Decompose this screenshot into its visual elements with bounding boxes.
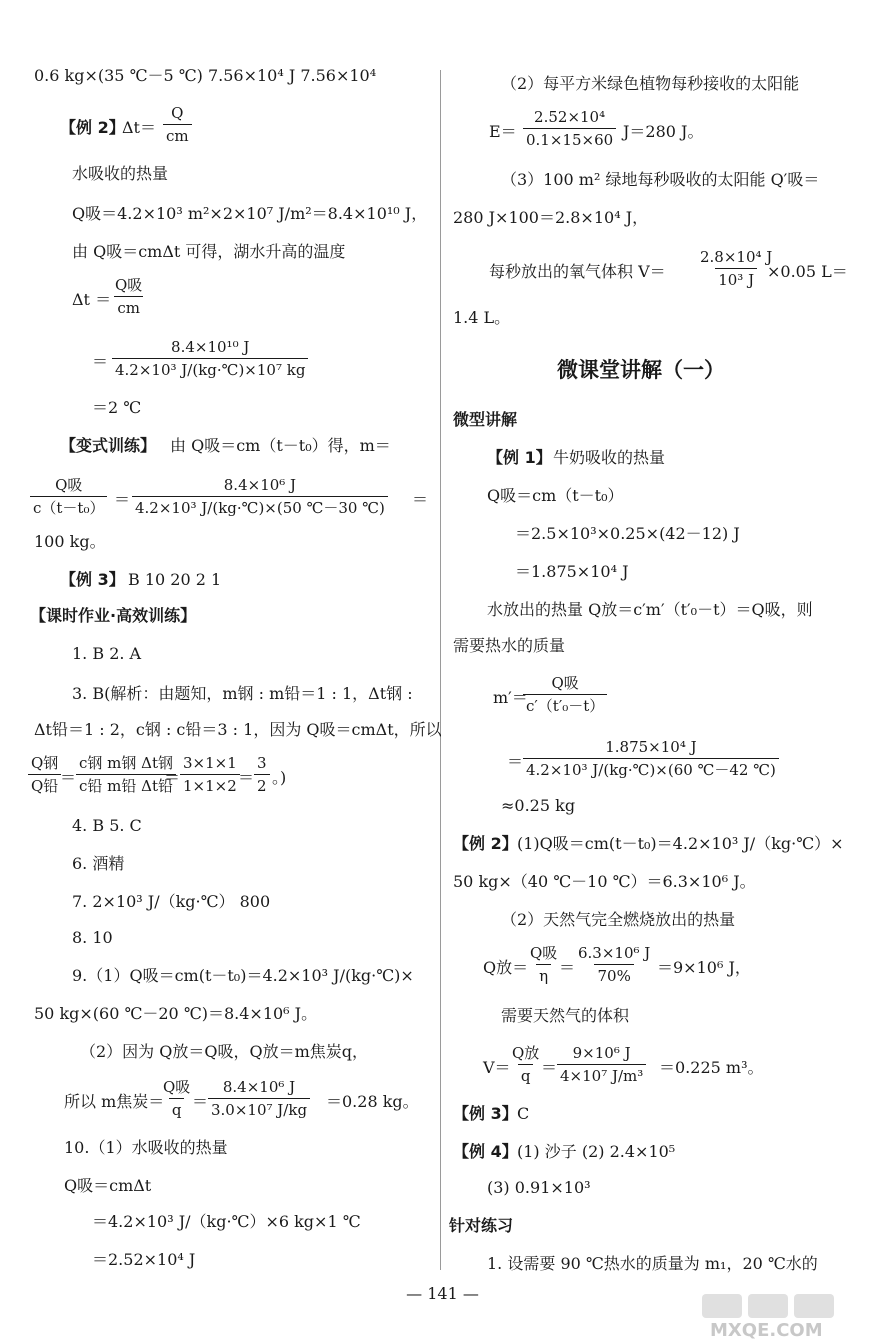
answer-line: ＝2.52×10⁴ J: [92, 1250, 196, 1269]
answer-line: 1. B 2. A: [72, 644, 142, 663]
formula-lhs: 所以 m焦炭＝: [64, 1092, 165, 1111]
text-line: （3）100 m² 绿地每秒吸收的太阳能 Q′吸＝: [501, 170, 820, 189]
text-line: ＝9×10⁶ J，: [657, 958, 751, 977]
equals: ＝: [192, 1092, 209, 1111]
equals: ＝: [238, 768, 255, 787]
fraction: $\frac{3}{2}$: [254, 754, 270, 795]
formula-lhs: ＝: [507, 752, 524, 771]
fraction: Q吸 q: [163, 1078, 191, 1119]
fraction: c钢 m钢 Δt钢 c铅 m铅 Δt铅: [76, 754, 176, 795]
text-line: ≈0.25 kg: [501, 796, 576, 815]
text-line: (1)Q吸＝cm(t－t₀)＝4.2×10³ J/（kg·℃）×: [517, 834, 844, 853]
subsection-heading: 针对练习: [449, 1216, 514, 1235]
fraction: $\frac{\text{1.875×10⁴ J}}{\text{4.2×10³ J/(kg·℃)×(60 ℃－42 ℃)}}$: [523, 738, 779, 779]
text-line: 由 Q吸＝cm（t－t₀）得，m＝: [170, 436, 391, 455]
text-line: (3) 0.91×10³: [487, 1178, 591, 1197]
fraction: $\frac{\text{8.4×10¹⁰ J}}{\text{4.2×10³ J/(kg·℃)×10⁷ kg}}$: [112, 338, 308, 379]
answer-line: ＝4.2×10³ J/（kg·℃）×6 kg×1 ℃: [92, 1212, 361, 1231]
text-line: J＝280 J。: [623, 122, 704, 141]
formula-lhs: Δt＝: [122, 118, 156, 137]
text-line: 1.4 L。: [453, 308, 511, 327]
text-line: 0.6 kg×(35 ℃－5 ℃) 7.56×10⁴ J 7.56×10⁴: [34, 66, 377, 85]
answer-line: 9.（1）Q吸＝cm(t－t₀)＝4.2×10³ J/(kg·℃)×: [72, 966, 414, 985]
text-line: B 10 20 2 1: [128, 570, 222, 589]
watermark-logo: [700, 1290, 880, 1340]
equals: ＝: [541, 1058, 558, 1077]
example-tag: 【例 2】: [60, 118, 125, 137]
text-line: （2）天然气完全燃烧放出的热量: [501, 910, 736, 929]
formula-lhs: m′＝: [493, 688, 528, 707]
section-heading: 【课时作业·高效训练】: [30, 606, 197, 625]
fraction: $\frac{Q}{cm}$: [163, 104, 192, 145]
answer-line: （2）因为 Q放＝Q吸，Q放＝m焦炭q，: [80, 1042, 369, 1061]
text-line: （2）每平方米绿色植物每秒接收的太阳能: [501, 74, 800, 93]
text-line: Q吸＝4.2×10³ m²×2×10⁷ J/m²＝8.4×10¹⁰ J，: [72, 204, 428, 223]
equals: ＝: [412, 490, 429, 509]
example-tag: 【例 3】: [60, 570, 125, 589]
fraction: $\frac{\text{6.3×10⁶ J}}{70\%}$: [578, 944, 651, 985]
fraction: $\frac{\text{8.4×10⁶ J}}{\text{4.2×10³ J/(kg·℃)×(50 ℃－30 ℃)}}$: [132, 476, 388, 517]
text-line: ＝0.225 m³。: [659, 1058, 764, 1077]
fraction: $\frac{\text{2.52×10⁴}}{0.1\times 15\times 60}$: [523, 108, 616, 149]
fraction: Q吸 c（t－t₀）: [30, 476, 107, 517]
text-line: 需要热水的质量: [453, 636, 566, 655]
fraction: $\frac{\text{2.8×10⁴ J}}{\text{10³ J}}$: [700, 248, 773, 289]
watermark-icon: [700, 1290, 880, 1340]
answer-line: 50 kg×(60 ℃－20 ℃)＝8.4×10⁶ J。: [34, 1004, 318, 1023]
answer-line: 6. 酒精: [72, 854, 125, 873]
text-line: 100 kg。: [34, 532, 106, 551]
equals: ＝: [60, 768, 77, 787]
example-tag: 【例 4】: [453, 1142, 518, 1161]
svg-text:MXQE.COM: MXQE.COM: [710, 1320, 823, 1340]
text-line: 水吸收的热量: [72, 164, 169, 183]
fraction: Q吸 η: [530, 944, 558, 985]
equals: ＝: [114, 490, 131, 509]
formula-lhs: Δt ＝: [72, 290, 112, 309]
example-tag: 【例 2】: [453, 834, 518, 853]
example-tag: 【变式训练】: [60, 436, 157, 455]
fraction: Q钢 Q铅: [28, 754, 61, 795]
text-line: 50 kg×（40 ℃－10 ℃）＝6.3×10⁶ J。: [453, 872, 756, 891]
equals: ＝: [164, 768, 181, 787]
formula-lhs: 每秒放出的氧气体积 V＝: [489, 262, 666, 281]
text-line: 1. 设需要 90 ℃热水的质量为 m₁，20 ℃水的: [487, 1254, 818, 1273]
fraction: Q吸 cm: [115, 276, 143, 317]
answer-line: Δt铅＝1 : 2，c钢 : c铅＝3 : 1，因为 Q吸＝cmΔt，所以: [34, 720, 442, 739]
text-line: (1) 沙子 (2) 2.4×10⁵: [517, 1142, 676, 1161]
subsection-heading: 微型讲解: [453, 410, 518, 429]
text-line: ＝1.875×10⁴ J: [515, 562, 629, 581]
section-title: 微课堂讲解（一）: [557, 358, 725, 382]
answer-line: 10.（1）水吸收的热量: [64, 1138, 228, 1157]
column-divider: [440, 70, 441, 1270]
text-line: 需要天然气的体积: [501, 1006, 630, 1025]
fraction: $\frac{\text{9×10⁶ J}}{\text{4×10⁷ J/m³}}$: [557, 1044, 646, 1085]
fraction: Q吸 c′（t′₀－t）: [523, 674, 607, 715]
text-line: 牛奶吸收的热量: [553, 448, 666, 467]
formula-lhs: V＝: [483, 1058, 511, 1077]
text-line: ＝2 ℃: [92, 398, 142, 417]
text-line: ×0.05 L＝: [767, 262, 848, 281]
text-line: Q吸＝cm（t－t₀）: [487, 486, 624, 505]
equals: ＝: [559, 958, 576, 977]
page-number: — 141 —: [406, 1284, 479, 1303]
text-line: ＝0.28 kg。: [326, 1092, 419, 1111]
text-line: 水放出的热量 Q放＝c′m′（t′₀－t）＝Q吸，则: [487, 600, 813, 619]
answer-line: 8. 10: [72, 928, 113, 947]
text-line: C: [517, 1104, 530, 1123]
answer-line: 7. 2×10³ J/（kg·℃） 800: [72, 892, 271, 911]
text-line: 由 Q吸＝cmΔt 可得，湖水升高的温度: [72, 242, 346, 261]
text-line: 280 J×100＝2.8×10⁴ J，: [453, 208, 649, 227]
text-line: 。): [272, 768, 287, 787]
answer-line: 4. B 5. C: [72, 816, 142, 835]
answer-line: Q吸＝cmΔt: [64, 1176, 152, 1195]
formula-lhs: Q放＝: [483, 958, 529, 977]
fraction: $\frac{\text{8.4×10⁶ J}}{\text{3.0×10⁷ J/kg}}$: [208, 1078, 310, 1119]
text-line: ＝2.5×10³×0.25×(42－12) J: [515, 524, 740, 543]
answer-line: 3. B(解析：由题知，m钢 : m铅＝1 : 1，Δt钢 :: [72, 684, 413, 703]
fraction: Q放 q: [512, 1044, 540, 1085]
fraction: $\frac{3\times 1\times 1}{1\times 1\times 2}$: [180, 754, 240, 795]
example-tag: 【例 1】: [487, 448, 552, 467]
formula-lhs: ＝: [92, 352, 109, 371]
formula-lhs: E＝: [489, 122, 517, 141]
example-tag: 【例 3】: [453, 1104, 518, 1123]
